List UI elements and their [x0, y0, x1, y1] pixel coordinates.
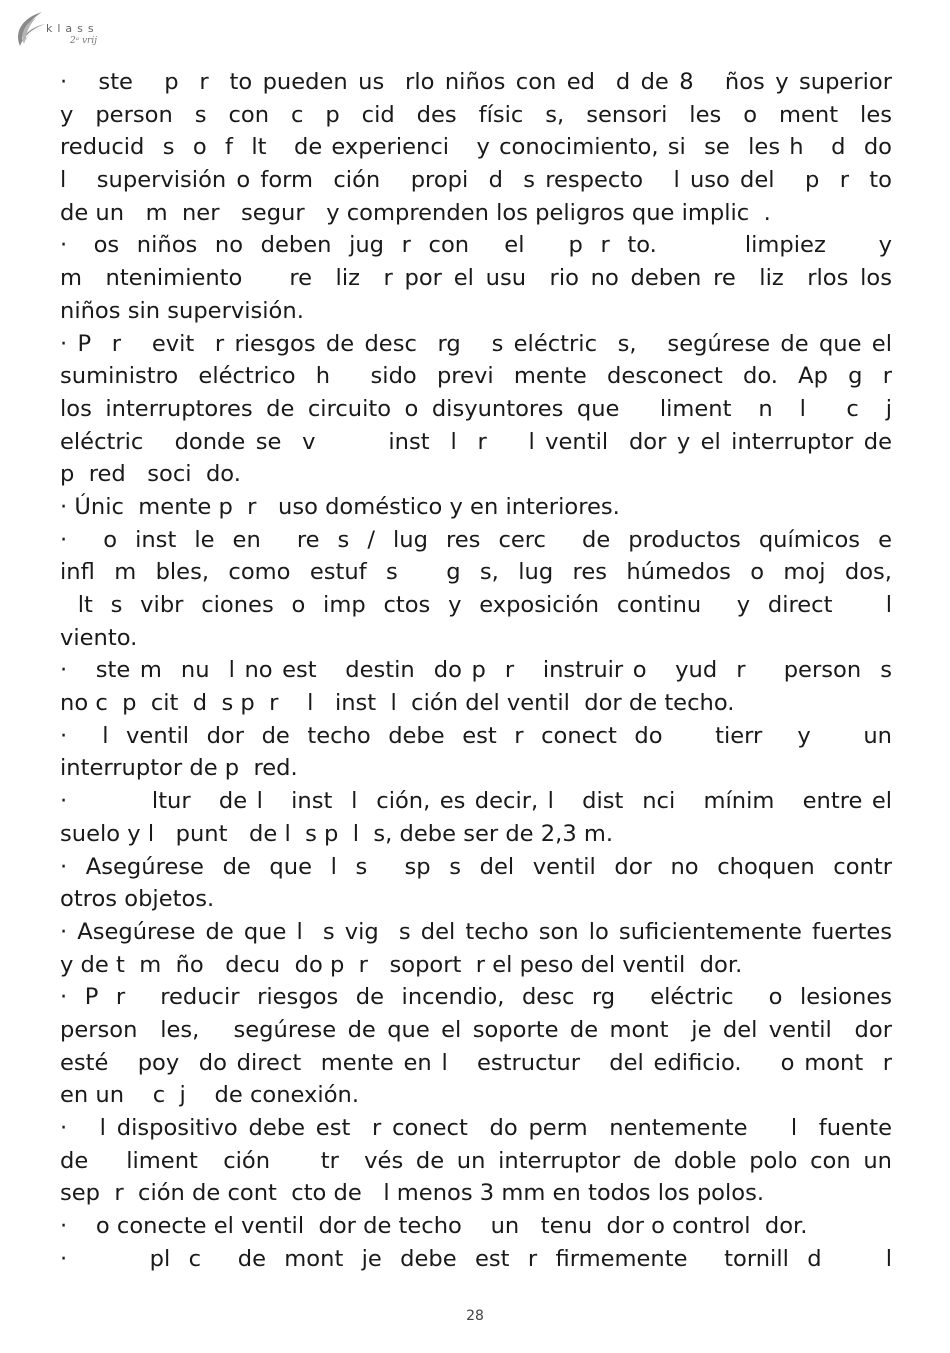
logo-wordmark: klass: [46, 22, 99, 35]
text-line: infl m bles, como estuf s g s, lug res húmedos o moj dos,: [60, 559, 892, 586]
text-line: suministro eléctrico h sido previ mente desconect do. Ap g r: [60, 363, 892, 390]
page-number: 28: [466, 1308, 484, 1324]
text-line: de un m ner segur y comprenden los peligros que implic .: [60, 199, 771, 226]
text-line: · o inst le en re s / lug res cerc de productos químicos e: [60, 526, 892, 553]
text-line: otros objetos.: [60, 886, 215, 913]
text-line: no c p cit d s p r l inst l ción del ventil dor de techo.: [60, 690, 735, 717]
text-line: · l ventil dor de techo debe est r conect do tierr y un: [60, 722, 892, 749]
text-line: suelo y l punt de l s p l s, debe ser de 2,3 m.: [60, 820, 614, 847]
text-line: de liment ción tr vés de un interruptor de doble polo con un: [60, 1147, 892, 1174]
logo-subtext: 2ᵃ vrij: [70, 36, 98, 46]
text-line: l supervisión o form ción propi d s respecto l uso del p r to: [60, 167, 892, 194]
text-line: sep r ción de cont cto de l menos 3 mm en todos los polos.: [60, 1180, 765, 1207]
text-line: · Asegúrese de que l s vig s del techo son lo suficientemente fuertes: [60, 918, 892, 945]
brand-logo: [12, 8, 122, 52]
text-line: los interruptores de circuito o disyuntores que liment n l c j: [60, 395, 892, 422]
text-line: person les, segúrese de que el soporte de mont je del ventil dor: [60, 1016, 892, 1043]
text-line: · os niños no deben jug r con el p r to. limpiez y: [60, 232, 892, 259]
text-line: · o conecte el ventil dor de techo un tenu dor o control dor.: [60, 1213, 808, 1240]
text-line: · P r reducir riesgos de incendio, desc rg eléctric o lesiones: [60, 984, 892, 1011]
text-line: p red soci do.: [60, 461, 241, 488]
text-line: · ltur de l inst l ción, es decir, l dist nci mínim entre el: [60, 788, 892, 815]
text-line: · Únic mente p r uso doméstico y en interiores.: [60, 493, 620, 520]
text-line: esté poy do direct mente en l estructur del edificio. o mont r: [60, 1049, 892, 1076]
text-line: · Asegúrese de que l s sp s del ventil dor no choquen contr: [60, 853, 892, 880]
text-line: y person s con c p cid des físic s, sensori les o ment les: [60, 101, 892, 128]
text-line: · ste m nu l no est destin do p r instruir o yud r person s: [60, 657, 892, 684]
text-line: interruptor de p red.: [60, 755, 298, 782]
text-line: eléctric donde se v inst l r l ventil dor y el interruptor de: [60, 428, 892, 455]
text-line: viento.: [60, 624, 138, 651]
text-line: reducid s o f lt de experienci y conocimiento, si se les h d do: [60, 134, 892, 161]
text-line: · l dispositivo debe est r conect do perm nentemente l fuente: [60, 1115, 892, 1141]
text-line: en un c j de conexión.: [60, 1082, 360, 1109]
text-line: y de t m ño decu do p r soport r el peso del ventil dor.: [60, 951, 743, 978]
text-line: niños sin supervisión.: [60, 297, 304, 324]
safety-instructions-text: [60, 66, 892, 1275]
text-line: · P r evit r riesgos de desc rg s eléctric s, segúrese de que el: [60, 330, 892, 357]
text-line: · ste p r to pueden us rlo niños con ed d de 8 ños y superior: [60, 69, 892, 95]
text-line: m ntenimiento re liz r por el usu rio no deben re liz rlos los: [60, 265, 892, 292]
text-line: · pl c de mont je debe est r firmemente tornill d l: [60, 1245, 892, 1272]
text-line: lt s vibr ciones o imp ctos y exposición continu y direct l: [60, 592, 892, 618]
